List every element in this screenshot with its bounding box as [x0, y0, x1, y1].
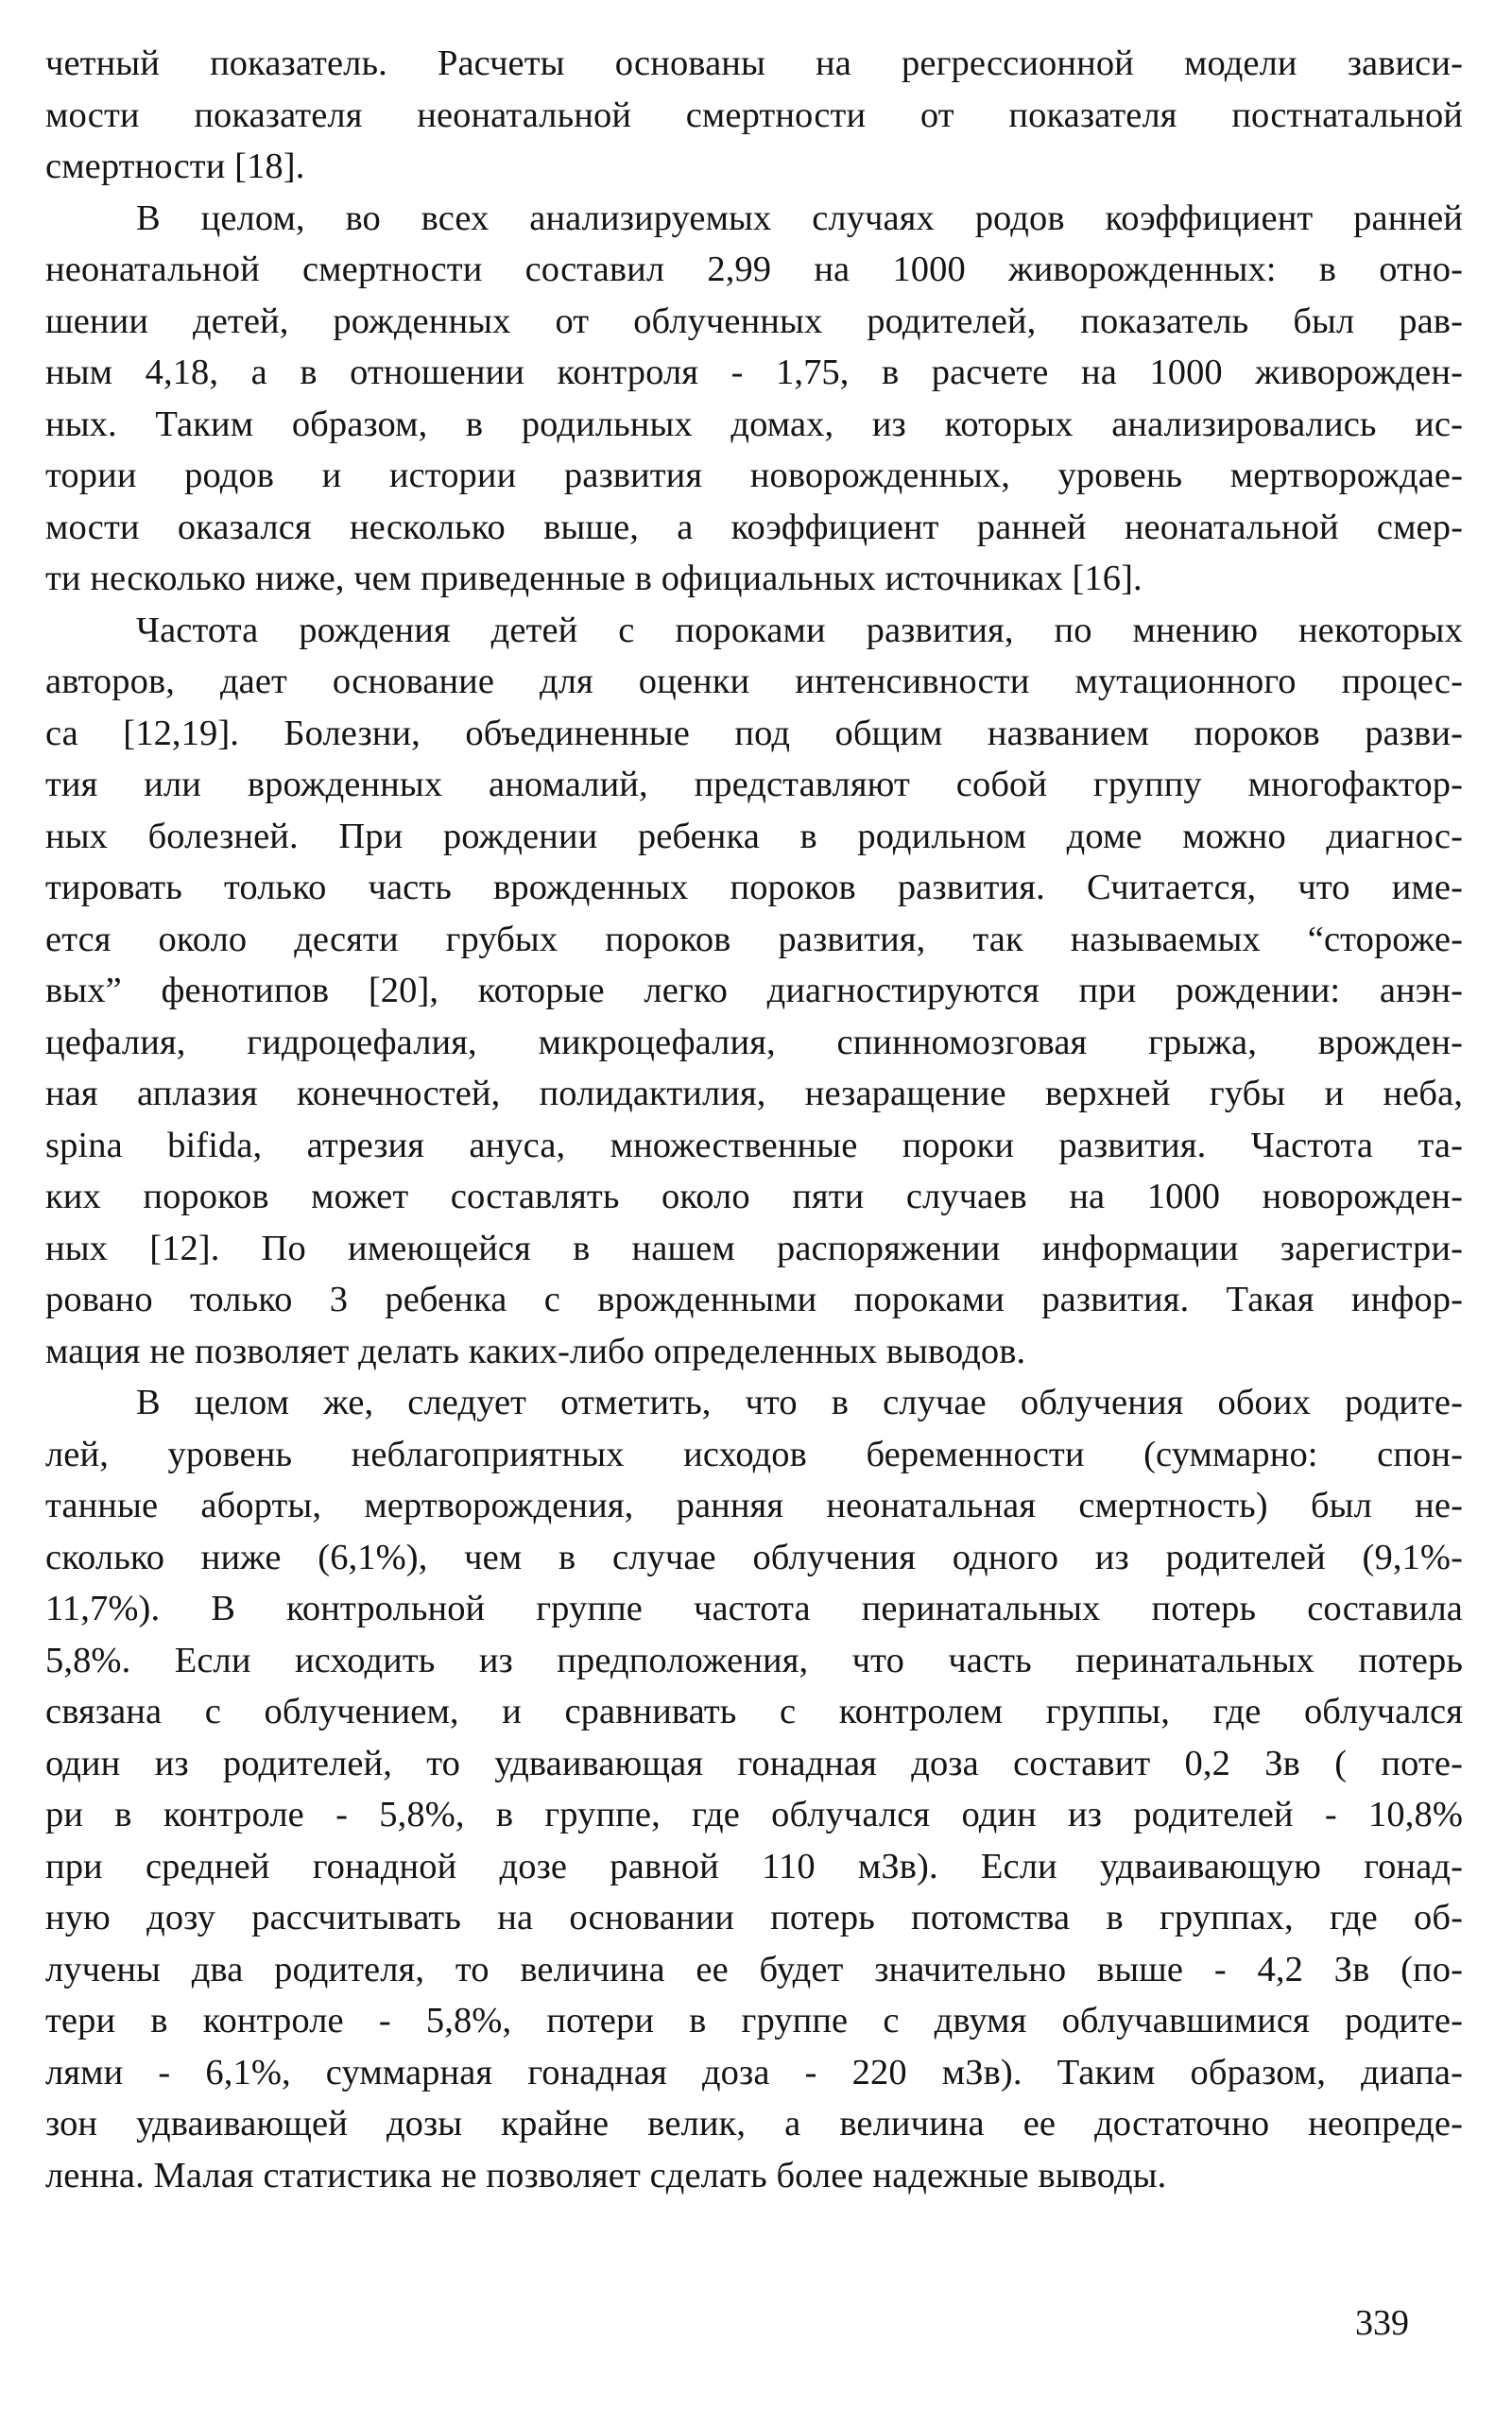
- page-number: 339: [1355, 2303, 1409, 2343]
- text-line: шении детей, рожденных от облученных родителей, показатель был рав-: [45, 301, 1463, 341]
- text-line: ная аплазия конечностей, полидактилия, незаращение верхней губы и неба,: [45, 1074, 1463, 1113]
- text-line: ным 4,18, а в отношении контроля - 1,75, в расчете на 1000 живорожден-: [45, 353, 1463, 392]
- text-line: ти несколько ниже, чем приведенные в официальных источниках [16].: [45, 559, 1143, 598]
- text-line: цефалия, гидроцефалия, микроцефалия, спинномозговая грыжа, врожден-: [45, 1022, 1463, 1062]
- text-line: лями - 6,1%, суммарная гонадная доза - 220 мЗв). Таким образом, диапа-: [45, 2052, 1463, 2092]
- paragraph-3: [45, 605, 1463, 1378]
- paragraph-4: [45, 1377, 1463, 2201]
- text-line: ных. Таким образом, в родильных домах, из которых анализировались ис-: [45, 404, 1463, 444]
- text-line: мация не позволяет делать каких-либо определенных выводов.: [45, 1331, 1026, 1371]
- text-line: ных болезней. При рождении ребенка в родильном доме можно диагнос-: [45, 816, 1463, 856]
- text-line: сколько ниже (6,1%), чем в случае облучения одного из родителей (9,1%-: [45, 1537, 1463, 1577]
- text-line: spina bifida, атрезия ануса, множественные пороки развития. Частота та-: [45, 1125, 1463, 1165]
- text-line: ри в контроле - 5,8%, в группе, где облучался один из родителей - 10,8%: [45, 1795, 1463, 1834]
- text-line: мости оказался несколько выше, а коэффициент ранней неонатальной смер-: [45, 507, 1463, 547]
- text-line: 5,8%. Если исходить из предположения, что часть перинатальных потерь: [45, 1640, 1463, 1680]
- text-line: авторов, дает основание для оценки интенсивности мутационного процес-: [45, 662, 1463, 701]
- text-line: Частота рождения детей с пороками развития, по мнению некоторых: [136, 610, 1463, 650]
- text-line: ких пороков может составлять около пяти случаев на 1000 новорожден-: [45, 1177, 1463, 1216]
- text-line: тия или врожденных аномалий, представляют собой группу многофактор-: [45, 765, 1463, 804]
- text-line: связана с облучением, и сравнивать с контролем группы, где облучался: [45, 1692, 1463, 1731]
- text-line: ную дозу рассчитывать на основании потерь потомства в группах, где об-: [45, 1898, 1463, 1937]
- text-line: В целом, во всех анализируемых случаях родов коэффициент ранней: [136, 198, 1463, 238]
- text-line: зон удваивающей дозы крайне велик, а величина ее достаточно неопреде-: [45, 2104, 1463, 2143]
- text-line: вых” фенотипов [20], которые легко диагностируются при рождении: анэн-: [45, 971, 1463, 1010]
- paragraph-1: [45, 38, 1463, 193]
- text-line: лучены два родителя, то величина ее будет значительно выше - 4,2 Зв (по-: [45, 1949, 1463, 1989]
- text-line: са [12,19]. Болезни, объединенные под общим названием пороков разви-: [45, 713, 1463, 753]
- text-line: ровано только 3 ребенка с врожденными пороками развития. Такая инфор-: [45, 1280, 1463, 1319]
- text-line: четный показатель. Расчеты основаны на регрессионной модели зависи-: [45, 43, 1463, 83]
- text-line: тировать только часть врожденных пороков развития. Считается, что име-: [45, 868, 1463, 907]
- text-line: при средней гонадной дозе равной 110 мЗв). Если удваивающую гонад-: [45, 1846, 1463, 1886]
- text-line: неонатальной смертности составил 2,99 на 1000 живорожденных: в отно-: [45, 250, 1463, 289]
- text-line: тории родов и истории развития новорожденных, уровень мертворождае-: [45, 456, 1463, 495]
- text-line: ных [12]. По имеющейся в нашем распоряжении информации зарегистри-: [45, 1228, 1463, 1268]
- text-line: один из родителей, то удваивающая гонадная доза составит 0,2 Зв ( поте-: [45, 1743, 1463, 1783]
- text-line: ленна. Малая статистика не позволяет сделать более надежные выводы.: [45, 2155, 1167, 2195]
- text-line: лей, уровень неблагоприятных исходов беременности (суммарно: спон-: [45, 1434, 1463, 1474]
- text-line: танные аборты, мертворождения, ранняя неонатальная смертность) был не-: [45, 1486, 1463, 1525]
- text-line: ется около десяти грубых пороков развития, так называемых “стороже-: [45, 919, 1463, 959]
- text-line: 11,7%). В контрольной группе частота перинатальных потерь составила: [45, 1589, 1463, 1628]
- text-line: В целом же, следует отметить, что в случае облучения обоих родите-: [136, 1383, 1463, 1422]
- text-line: смертности [18].: [45, 146, 305, 186]
- page-body: [45, 38, 1463, 2201]
- text-line: мости показателя неонатальной смертности от показателя постнатальной: [45, 95, 1463, 135]
- text-line: тери в контроле - 5,8%, потери в группе с двумя облучавшимися родите-: [45, 2001, 1463, 2040]
- paragraph-2: [45, 193, 1463, 605]
